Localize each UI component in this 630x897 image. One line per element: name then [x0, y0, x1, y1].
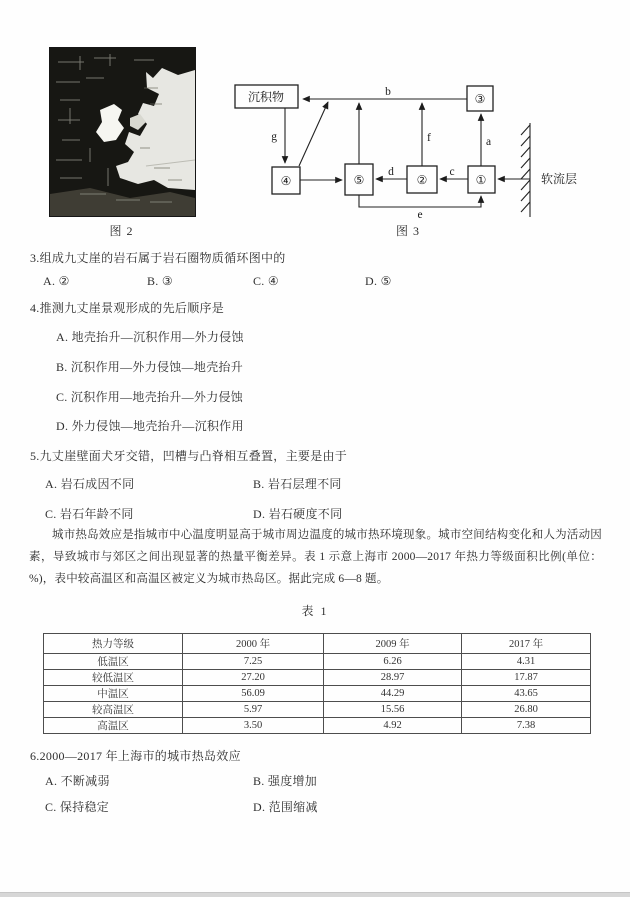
q5-option-d: D. 岩石硬度不同 — [253, 507, 343, 521]
q5-option-b: B. 岩石层理不同 — [253, 477, 342, 491]
q3-option-c: C. ④ — [253, 274, 279, 288]
node5-label: ⑤ — [353, 173, 365, 187]
heat-island-passage: 城市热岛效应是指城市中心温度明显高于城市周边温度的城市热环境现象。城市空间结构变化和人为活动因素，导致城市与郊区之间出现显著的热量平衡差异。表 1 示意上海市 2000—2017 年热力等级面积比例(单位：%)，表中较高温区和高温区被定义为城市热岛区。据此完成 6—8 题。 — [29, 529, 602, 585]
table-cell: 27.20 — [183, 670, 324, 686]
rock-cycle-diagram — [228, 75, 598, 220]
arrow-f-label: f — [427, 132, 431, 144]
page-bottom-edge — [0, 892, 630, 897]
table-cell: 高温区 — [44, 718, 183, 734]
table-row — [44, 702, 591, 718]
table-cell: 56.09 — [183, 686, 324, 702]
heat-level-table — [43, 633, 591, 734]
table-cell: 17.87 — [462, 670, 591, 686]
question-5-stem: 5.九丈崖壁面犬牙交错，凹槽与凸脊相互叠置，主要是由于 — [30, 449, 348, 463]
node4-label: ④ — [280, 174, 292, 188]
table-header-cell: 2009 年 — [324, 634, 462, 654]
table-cell: 低温区 — [44, 654, 183, 670]
table-cell: 较高温区 — [44, 702, 183, 718]
arrow-e — [359, 195, 481, 207]
q4-option-b: B. 沉积作用—外力侵蚀—地壳抬升 — [56, 360, 244, 374]
arrow-node4-to-b — [299, 102, 328, 166]
question-6-stem: 6.2000—2017 年上海市的城市热岛效应 — [30, 749, 241, 763]
arrow-a-label: a — [486, 136, 492, 148]
table-cell: 7.38 — [462, 718, 591, 734]
table-cell: 6.26 — [324, 654, 462, 670]
figure2-photo — [49, 47, 196, 217]
table-cell: 28.97 — [324, 670, 462, 686]
asthenosphere-label: 软流层 — [541, 172, 578, 186]
table-header-cell: 热力等级 — [44, 634, 183, 654]
arrow-c-label: c — [449, 166, 455, 178]
table-row — [44, 686, 591, 702]
q3-option-a: A. ② — [43, 274, 70, 288]
q3-option-b: B. ③ — [147, 274, 173, 288]
node2-label: ② — [416, 173, 428, 187]
table-cell: 7.25 — [183, 654, 324, 670]
table-row — [44, 670, 591, 686]
table-row — [44, 718, 591, 734]
q4-option-c: C. 沉积作用—地壳抬升—外力侵蚀 — [56, 390, 244, 404]
figure2-caption: 图 2 — [109, 224, 134, 238]
question-3-stem: 3.组成九丈崖的岩石属于岩石圈物质循环图中的 — [30, 251, 286, 265]
table-cell: 26.80 — [462, 702, 591, 718]
q6-option-b: B. 强度增加 — [253, 774, 318, 788]
table-cell: 5.97 — [183, 702, 324, 718]
table1-caption: 表 1 — [301, 604, 329, 618]
table-cell: 15.56 — [324, 702, 462, 718]
table-header-cell: 2000 年 — [183, 634, 324, 654]
table-header-cell: 2017 年 — [462, 634, 591, 654]
q5-option-a: A. 岩石成因不同 — [45, 477, 135, 491]
figure3-caption: 图 3 — [395, 224, 420, 238]
table-header-row — [44, 634, 591, 654]
q4-option-d: D. 外力侵蚀—地壳抬升—沉积作用 — [56, 419, 244, 433]
node3-label: ③ — [474, 92, 486, 106]
table-cell: 3.50 — [183, 718, 324, 734]
cliff-photo-illustration — [50, 48, 195, 216]
node1-label: ① — [475, 173, 487, 187]
arrow-e-label: e — [417, 209, 423, 220]
arrow-g-label: g — [271, 131, 277, 143]
wall-hatching — [521, 125, 530, 212]
table-row — [44, 654, 591, 670]
table-cell: 4.92 — [324, 718, 462, 734]
q6-option-c: C. 保持稳定 — [45, 800, 110, 814]
table-cell: 43.65 — [462, 686, 591, 702]
q6-option-a: A. 不断减弱 — [45, 774, 110, 788]
question-4-stem: 4.推测九丈崖景观形成的先后顺序是 — [30, 301, 225, 315]
arrow-d-label: d — [388, 166, 394, 178]
q4-option-a: A. 地壳抬升—沉积作用—外力侵蚀 — [56, 330, 244, 344]
table-cell: 44.29 — [324, 686, 462, 702]
sediment-label: 沉积物 — [247, 90, 285, 104]
q5-option-c: C. 岩石年龄不同 — [45, 507, 134, 521]
table-cell: 较低温区 — [44, 670, 183, 686]
arrow-b-label: b — [385, 86, 391, 98]
q6-option-d: D. 范围缩减 — [253, 800, 318, 814]
table-cell: 4.31 — [462, 654, 591, 670]
table-cell: 中温区 — [44, 686, 183, 702]
q3-option-d: D. ⑤ — [365, 274, 392, 288]
